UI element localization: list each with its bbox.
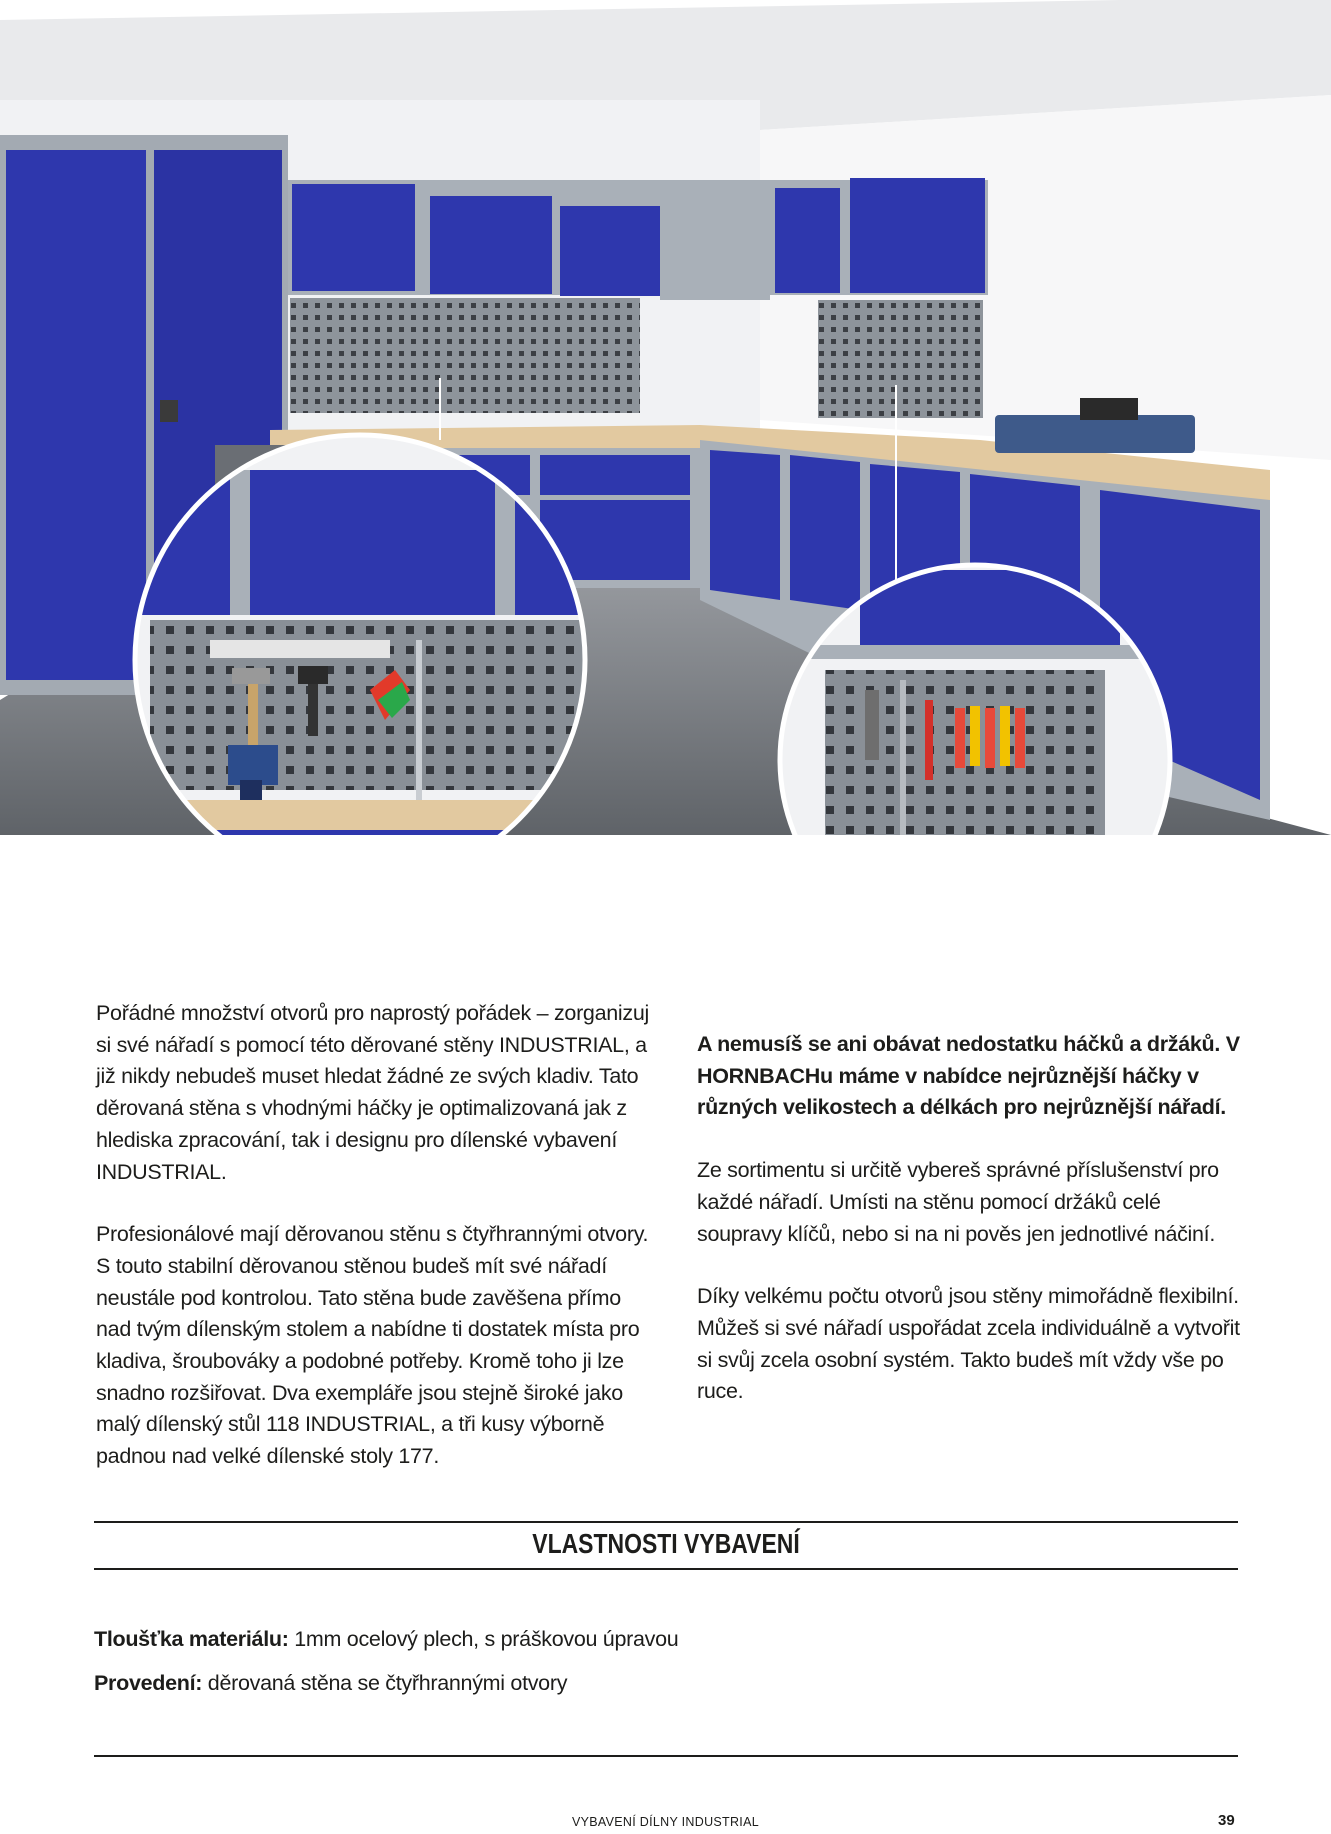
spec-row (94, 1671, 567, 1696)
spec-label: Tloušťka materiálu: (94, 1627, 289, 1651)
paragraph: Díky velkému počtu otvorů jsou stěny mimořádně flexibilní. Můžeš si své nářadí uspořádat zcela individuálně a vytvořit si svůj zcela osobní systém. Takto budeš mít vždy vše po ruce. (697, 1284, 1240, 1404)
spec-value: děrovaná stěna se čtyřhrannými otvory (202, 1671, 568, 1695)
lead-paragraph: A nemusíš se ani obávat nedostatku háčků a držáků. V HORNBACHu máme v nabídce nejrůznější háčky v různých velikostech a délkách pro nejrůznější nářadí. (697, 1032, 1240, 1120)
divider (94, 1755, 1238, 1757)
paragraph: Pořádné množství otvorů pro naprostý pořádek – zorganizuj si své nářadí s pomocí této děrované stěny INDUSTRIAL, a již nikdy nebudeš muset hledat žádné ze svých kladiv. Tato děrovaná stěna s vhodnými háčky je optimalizovaná jak z hlediska zpracování, tak i designu pro dílenské vybavení INDUSTRIAL. (96, 1001, 649, 1184)
spec-value: 1mm ocelový plech, s práškovou úpravou (288, 1627, 679, 1651)
body-text-left (96, 998, 656, 1504)
page-number: 39 (1218, 1812, 1235, 1829)
paragraph: Ze sortimentu si určitě vybereš správné příslušenství pro každé nářadí. Umísti na stěnu pomocí držáků celé soupravy klíčů, nebo si na ni pověs jen jednotlivé náčiní. (697, 1158, 1219, 1246)
footer-section-title: VYBAVENÍ DÍLNY INDUSTRIAL (572, 1815, 759, 1829)
divider (94, 1568, 1238, 1570)
paragraph: Profesionálové mají děrovanou stěnu s čtyřhrannými otvory. S touto stabilní děrovanou stěnou budeš mít své nářadí neustále pod kontrolou. Tato stěna bude zavěšena přímo nad tvým dílenským stolem a nabídne ti dostatek místa pro kladiva, šroubováky a podobné potřeby. Kromě toho ji lze snadno rozšiřovat. Dva exempláře jsou stejně široké jako malý dílenský stůl 118 INDUSTRIAL, a tři kusy výborně padnou nad velké dílenské stoly 177. (96, 1222, 649, 1469)
divider (94, 1521, 1238, 1523)
body-text-right (697, 1029, 1242, 1439)
spec-label: Provedení: (94, 1671, 203, 1695)
workshop-hero-photo (0, 0, 1331, 835)
features-heading: VLASTNOSTI VYBAVENÍ (532, 1528, 800, 1559)
spec-row (94, 1627, 678, 1652)
